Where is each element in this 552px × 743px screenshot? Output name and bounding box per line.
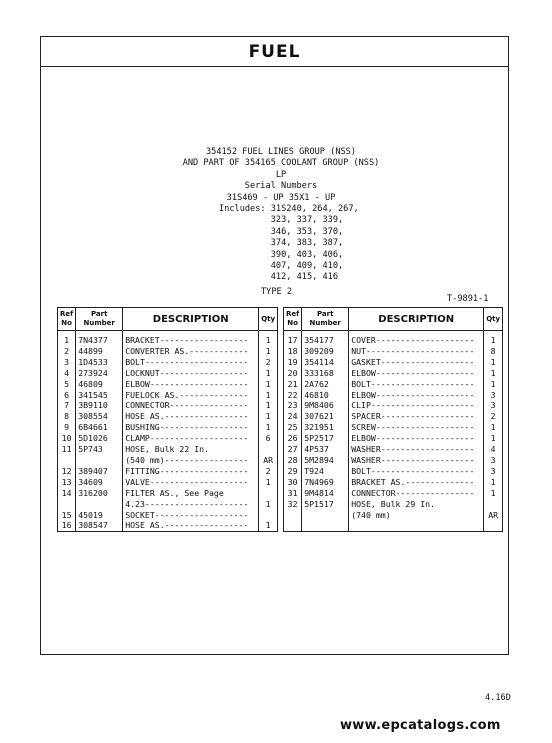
table-row bbox=[284, 335, 503, 346]
ref-cell: 26 bbox=[284, 433, 302, 444]
part-number-cell bbox=[302, 520, 349, 531]
description-cell: ELBOW-------------------- bbox=[349, 433, 484, 444]
page-frame bbox=[40, 36, 509, 655]
part-number-cell: 354177 bbox=[302, 335, 349, 346]
qty-cell bbox=[259, 444, 278, 455]
table-row bbox=[284, 466, 503, 477]
part-number-cell: 9M4814 bbox=[302, 488, 349, 499]
qty-cell: 8 bbox=[484, 346, 503, 357]
heading-line: 354152 FUEL LINES GROUP (NSS) bbox=[205, 147, 357, 157]
table-row bbox=[58, 455, 278, 466]
ref-cell: 22 bbox=[284, 390, 302, 401]
qty-cell: 3 bbox=[484, 400, 503, 411]
part-number-cell: 46810 bbox=[302, 390, 349, 401]
table-row bbox=[58, 400, 278, 411]
page-title: FUEL bbox=[41, 37, 508, 67]
ref-cell: 9 bbox=[58, 422, 76, 433]
ref-cell: 21 bbox=[284, 379, 302, 390]
description-cell bbox=[349, 520, 484, 531]
part-number-cell: 4P537 bbox=[302, 444, 349, 455]
table-row bbox=[58, 499, 278, 510]
description-cell: WASHER------------------- bbox=[349, 455, 484, 466]
includes-line: 374, 383, 387, bbox=[219, 238, 344, 249]
ref-cell: 12 bbox=[58, 466, 76, 477]
ref-cell: 18 bbox=[284, 346, 302, 357]
ref-cell: 25 bbox=[284, 422, 302, 433]
description-cell: ELBOW-------------------- bbox=[349, 368, 484, 379]
table-row bbox=[284, 499, 503, 510]
description-cell: VALVE-------------------- bbox=[123, 477, 259, 488]
part-number-cell: 9M8406 bbox=[302, 400, 349, 411]
figure-number: T-9891-1 bbox=[447, 294, 489, 304]
qty-cell: 1 bbox=[259, 390, 278, 401]
part-number-cell: 354114 bbox=[302, 357, 349, 368]
table-row bbox=[58, 357, 278, 368]
description-cell: BRACKET AS.-------------- bbox=[349, 477, 484, 488]
table-row bbox=[284, 510, 503, 521]
ref-cell: 2 bbox=[58, 346, 76, 357]
description-cell: BUSHING------------------ bbox=[123, 422, 259, 433]
qty-cell: 1 bbox=[484, 368, 503, 379]
ref-cell: 28 bbox=[284, 455, 302, 466]
part-number-cell: 316200 bbox=[76, 488, 123, 499]
qty-cell: 1 bbox=[484, 335, 503, 346]
includes-line: 390, 403, 406, bbox=[219, 249, 344, 260]
description-cell: GASKET------------------- bbox=[349, 357, 484, 368]
ref-cell: 20 bbox=[284, 368, 302, 379]
description-cell: HOSE AS.----------------- bbox=[123, 411, 259, 422]
ref-cell: 17 bbox=[284, 335, 302, 346]
table-row bbox=[58, 477, 278, 488]
table-row bbox=[284, 520, 503, 531]
part-number-cell: 34609 bbox=[76, 477, 123, 488]
ref-cell: 3 bbox=[58, 357, 76, 368]
description-cell: COVER-------------------- bbox=[349, 335, 484, 346]
ref-cell: 14 bbox=[58, 488, 76, 499]
qty-cell: 1 bbox=[259, 400, 278, 411]
ref-cell: 10 bbox=[58, 433, 76, 444]
parts-table-right bbox=[283, 307, 503, 532]
ref-cell: 8 bbox=[58, 411, 76, 422]
part-number-cell: 5D1026 bbox=[76, 433, 123, 444]
qty-cell: 1 bbox=[484, 477, 503, 488]
table-row bbox=[58, 520, 278, 531]
table-row bbox=[58, 422, 278, 433]
part-number-cell: 273924 bbox=[76, 368, 123, 379]
heading-line: Serial Numbers bbox=[244, 181, 318, 192]
qty-cell: 4 bbox=[484, 444, 503, 455]
table-row bbox=[284, 488, 503, 499]
description-cell: HOSE AS.----------------- bbox=[123, 520, 259, 531]
includes-line: 412, 415, 416 bbox=[219, 272, 338, 283]
ref-cell: 24 bbox=[284, 411, 302, 422]
part-number-cell: 7N4969 bbox=[302, 477, 349, 488]
col-ref-header: Ref No bbox=[284, 308, 302, 331]
table-row bbox=[58, 379, 278, 390]
qty-cell: 1 bbox=[259, 335, 278, 346]
qty-cell: 6 bbox=[259, 433, 278, 444]
part-number-cell bbox=[76, 455, 123, 466]
part-number-cell: 308547 bbox=[76, 520, 123, 531]
part-number-cell: 5P1517 bbox=[302, 499, 349, 510]
ref-cell: 1 bbox=[58, 335, 76, 346]
qty-cell: 1 bbox=[259, 477, 278, 488]
part-number-cell: 6B4661 bbox=[76, 422, 123, 433]
ref-cell: 6 bbox=[58, 390, 76, 401]
table-row bbox=[284, 422, 503, 433]
parts-table-body bbox=[284, 331, 503, 532]
ref-cell: 15 bbox=[58, 510, 76, 521]
part-number-cell: 309209 bbox=[302, 346, 349, 357]
part-number-cell bbox=[76, 499, 123, 510]
ref-cell bbox=[58, 455, 76, 466]
part-number-cell: 44899 bbox=[76, 346, 123, 357]
qty-cell: 1 bbox=[259, 499, 278, 510]
parts-table-left bbox=[57, 307, 278, 532]
col-desc-header: DESCRIPTION bbox=[123, 308, 259, 331]
ref-cell: 23 bbox=[284, 400, 302, 411]
col-desc-header: DESCRIPTION bbox=[349, 308, 484, 331]
description-cell: CONNECTOR---------------- bbox=[349, 488, 484, 499]
description-cell: SPACER------------------- bbox=[349, 411, 484, 422]
parts-table-body bbox=[58, 331, 278, 532]
description-cell: ELBOW-------------------- bbox=[123, 379, 259, 390]
qty-cell: 1 bbox=[259, 422, 278, 433]
qty-cell bbox=[484, 499, 503, 510]
part-number-cell: T924 bbox=[302, 466, 349, 477]
description-cell: CLAMP-------------------- bbox=[123, 433, 259, 444]
table-row bbox=[58, 444, 278, 455]
description-cell: (740 mm) bbox=[349, 510, 484, 521]
description-cell: FILTER AS., See Page bbox=[123, 488, 259, 499]
group-heading bbox=[181, 147, 381, 204]
col-qty-header: Qty bbox=[484, 308, 503, 331]
table-row bbox=[58, 466, 278, 477]
part-number-cell bbox=[302, 510, 349, 521]
description-cell: 4.23--------------------- bbox=[123, 499, 259, 510]
table-row bbox=[284, 477, 503, 488]
description-cell: BOLT--------------------- bbox=[349, 466, 484, 477]
part-number-cell: 321951 bbox=[302, 422, 349, 433]
type-label: TYPE 2 bbox=[261, 287, 293, 297]
col-part-header: Part Number bbox=[76, 308, 123, 331]
description-cell: BRACKET------------------ bbox=[123, 335, 259, 346]
table-row bbox=[284, 411, 503, 422]
qty-cell bbox=[259, 488, 278, 499]
qty-cell: AR bbox=[484, 510, 503, 521]
description-cell: CLIP--------------------- bbox=[349, 400, 484, 411]
col-qty-header: Qty bbox=[259, 308, 278, 331]
qty-cell: 1 bbox=[259, 520, 278, 531]
description-cell: ELBOW-------------------- bbox=[349, 390, 484, 401]
qty-cell: 3 bbox=[484, 455, 503, 466]
qty-cell: 1 bbox=[484, 433, 503, 444]
part-number-cell: 341545 bbox=[76, 390, 123, 401]
ref-cell: 13 bbox=[58, 477, 76, 488]
part-number-cell: 5P2517 bbox=[302, 433, 349, 444]
table-row bbox=[284, 390, 503, 401]
ref-cell: 19 bbox=[284, 357, 302, 368]
description-cell: BOLT--------------------- bbox=[123, 357, 259, 368]
qty-cell: 1 bbox=[484, 422, 503, 433]
description-cell: HOSE, Bulk 29 In. bbox=[349, 499, 484, 510]
part-number-cell: 5P743 bbox=[76, 444, 123, 455]
ref-cell bbox=[58, 499, 76, 510]
ref-cell: 27 bbox=[284, 444, 302, 455]
qty-cell: 2 bbox=[259, 466, 278, 477]
ref-cell: 4 bbox=[58, 368, 76, 379]
heading-line: 31S469 - UP 35X1 - UP bbox=[226, 192, 336, 203]
description-cell: CONNECTOR---------------- bbox=[123, 400, 259, 411]
table-row bbox=[284, 444, 503, 455]
table-row bbox=[284, 400, 503, 411]
description-cell: CONVERTER AS.------------ bbox=[123, 346, 259, 357]
table-row bbox=[58, 368, 278, 379]
table-row bbox=[58, 411, 278, 422]
part-number-cell: 7N4377 bbox=[76, 335, 123, 346]
part-number-cell: 389407 bbox=[76, 466, 123, 477]
qty-cell bbox=[259, 510, 278, 521]
qty-cell: 2 bbox=[259, 357, 278, 368]
ref-cell bbox=[284, 510, 302, 521]
table-row bbox=[58, 433, 278, 444]
includes-line: 407, 409, 410, bbox=[219, 261, 344, 272]
includes-line: 346, 353, 370, bbox=[219, 226, 344, 237]
ref-cell: 11 bbox=[58, 444, 76, 455]
table-row bbox=[58, 510, 278, 521]
table-row bbox=[284, 368, 503, 379]
ref-cell: 29 bbox=[284, 466, 302, 477]
description-cell: BOLT--------------------- bbox=[349, 379, 484, 390]
description-cell: SCREW-------------------- bbox=[349, 422, 484, 433]
part-number-cell: 5M2894 bbox=[302, 455, 349, 466]
ref-cell: 5 bbox=[58, 379, 76, 390]
description-cell: LOCKNUT------------------ bbox=[123, 368, 259, 379]
description-cell: FITTING------------------ bbox=[123, 466, 259, 477]
col-part-header: Part Number bbox=[302, 308, 349, 331]
table-row bbox=[284, 433, 503, 444]
watermark: www.epcatalogs.com bbox=[340, 718, 501, 733]
part-number-cell: 2A762 bbox=[302, 379, 349, 390]
table-row bbox=[284, 379, 503, 390]
ref-cell: 30 bbox=[284, 477, 302, 488]
part-number-cell: 307621 bbox=[302, 411, 349, 422]
qty-cell: 1 bbox=[259, 379, 278, 390]
qty-cell: 1 bbox=[259, 346, 278, 357]
part-number-cell: 45019 bbox=[76, 510, 123, 521]
ref-cell: 7 bbox=[58, 400, 76, 411]
part-number-cell: 46809 bbox=[76, 379, 123, 390]
ref-cell bbox=[284, 520, 302, 531]
qty-cell: 1 bbox=[259, 411, 278, 422]
table-row bbox=[58, 346, 278, 357]
qty-cell: 1 bbox=[484, 488, 503, 499]
ref-cell: 31 bbox=[284, 488, 302, 499]
qty-cell: 3 bbox=[484, 466, 503, 477]
part-number-cell: 308554 bbox=[76, 411, 123, 422]
part-number-cell: 333168 bbox=[302, 368, 349, 379]
description-cell: NUT---------------------- bbox=[349, 346, 484, 357]
qty-cell: 1 bbox=[484, 357, 503, 368]
part-number-cell: 1D4533 bbox=[76, 357, 123, 368]
table-row bbox=[58, 335, 278, 346]
description-cell: HOSE, Bulk 22 In. bbox=[123, 444, 259, 455]
table-row bbox=[284, 357, 503, 368]
qty-cell: 3 bbox=[484, 390, 503, 401]
qty-cell: 1 bbox=[484, 379, 503, 390]
qty-cell: 1 bbox=[259, 368, 278, 379]
qty-cell: 2 bbox=[484, 411, 503, 422]
description-cell: (540 mm)----------------- bbox=[123, 455, 259, 466]
part-number-cell: 3B9110 bbox=[76, 400, 123, 411]
table-row bbox=[284, 455, 503, 466]
description-cell: FUELOCK AS.-------------- bbox=[123, 390, 259, 401]
ref-cell: 32 bbox=[284, 499, 302, 510]
includes-list bbox=[219, 204, 359, 284]
heading-line: AND PART OF 354165 COOLANT GROUP (NSS) bbox=[182, 158, 380, 169]
includes-line: Includes: 31S240, 264, 267, bbox=[219, 204, 359, 214]
col-ref-header: Ref No bbox=[58, 308, 76, 331]
qty-cell bbox=[484, 520, 503, 531]
page-number: 4.16D bbox=[485, 693, 511, 703]
heading-line: LP bbox=[275, 169, 287, 180]
includes-line: 323, 337, 339, bbox=[219, 215, 344, 226]
table-row bbox=[58, 488, 278, 499]
description-cell: WASHER------------------- bbox=[349, 444, 484, 455]
table-row bbox=[284, 346, 503, 357]
description-cell: SOCKET------------------- bbox=[123, 510, 259, 521]
ref-cell: 16 bbox=[58, 520, 76, 531]
table-row bbox=[58, 390, 278, 401]
qty-cell: AR bbox=[259, 455, 278, 466]
